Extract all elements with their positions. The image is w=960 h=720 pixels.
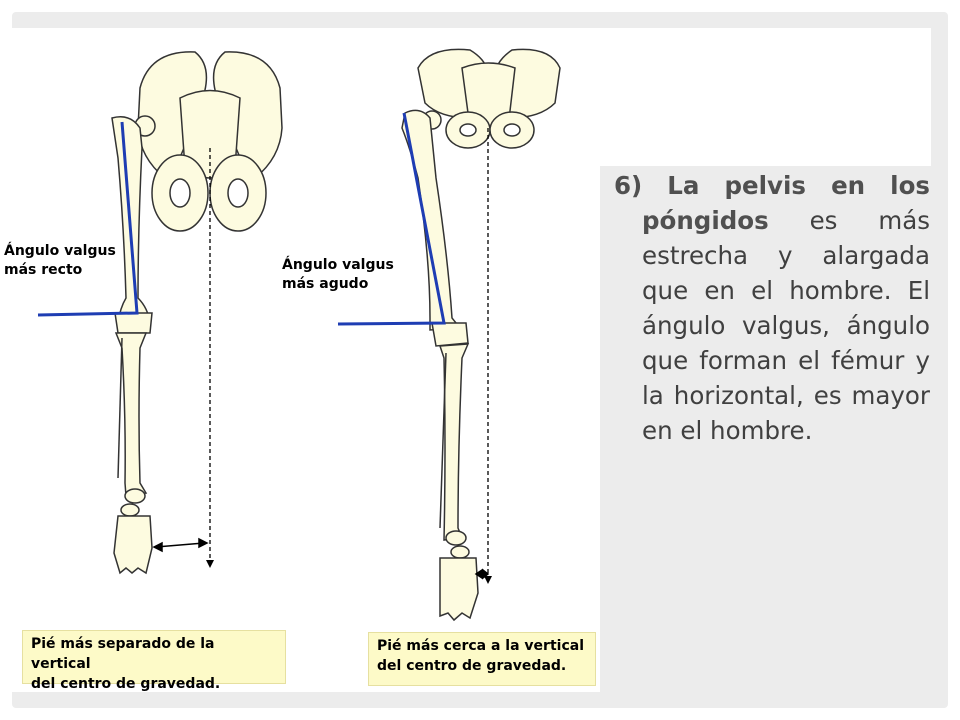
- right-caption: [368, 632, 596, 686]
- right-caption-line2: del centro de gravedad.: [377, 658, 567, 674]
- left-caption-line2: del centro de gravedad.: [31, 676, 221, 692]
- right-angle-label-line2: más agudo: [282, 276, 369, 292]
- left-angle-label: [4, 242, 116, 280]
- left-foot: [114, 489, 152, 573]
- right-angle-label-line1: Ángulo valgus: [282, 257, 394, 273]
- right-pelvis: [418, 49, 560, 148]
- left-caption-line1: Pié más separado de la vertical: [31, 636, 215, 672]
- right-foot: [440, 531, 478, 620]
- body-text: [614, 168, 930, 448]
- body-text-highlight: 6) La pelvis en los póngidos: [614, 171, 930, 235]
- left-distance-arrow: [156, 543, 204, 547]
- left-angle-label-line1: Ángulo valgus: [4, 243, 116, 259]
- skeleton-drawing: [0, 28, 600, 692]
- right-caption-line1: Pié más cerca a la vertical: [377, 638, 584, 654]
- right-angle-label: [282, 256, 394, 294]
- right-tibia: [440, 344, 468, 540]
- right-knee: [432, 323, 468, 346]
- body-text-rest: es más estrecha y alargada que en el hombre. El ángulo valgus, ángulo que forman el fémur y la horizontal, es mayor en el hombre.: [642, 206, 930, 445]
- left-pelvis: [135, 52, 282, 231]
- left-caption: [22, 630, 286, 692]
- skeleton-figure: [0, 28, 600, 692]
- left-knee: [115, 313, 152, 333]
- left-angle-label-line2: más recto: [4, 262, 83, 278]
